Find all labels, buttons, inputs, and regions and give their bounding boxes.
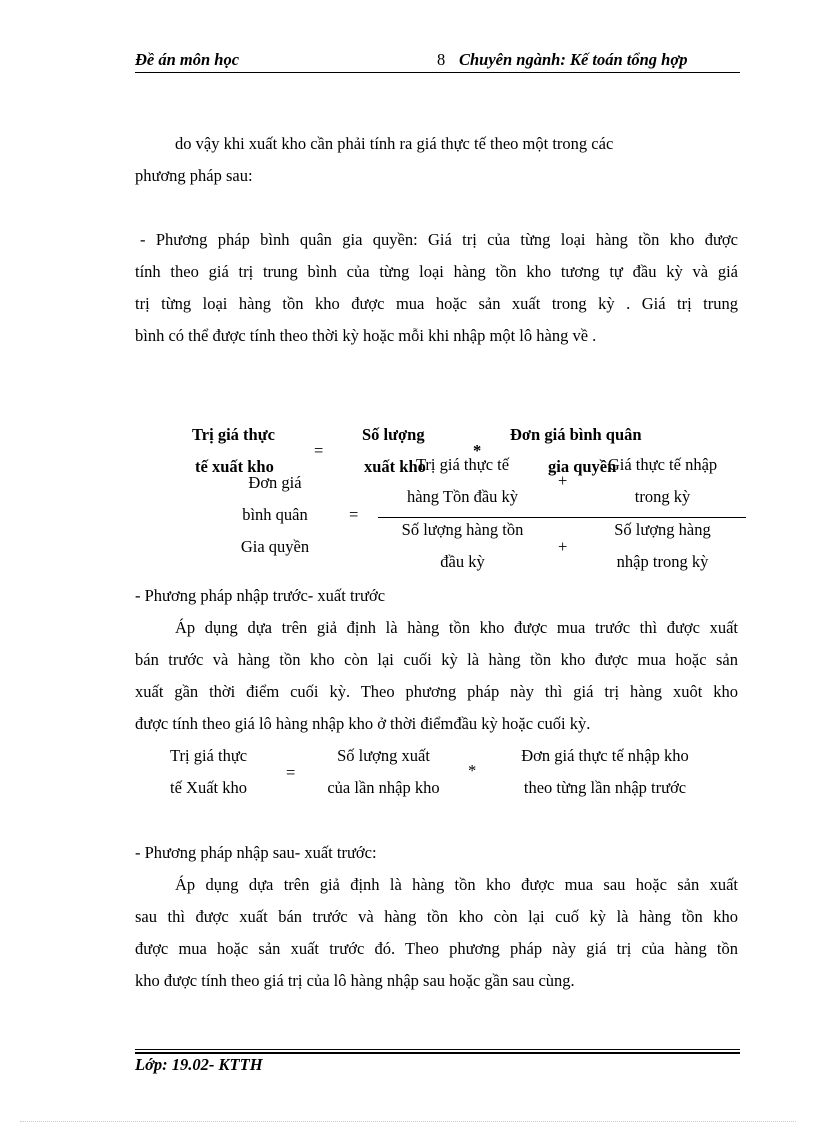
footer-rule-thin bbox=[135, 1049, 740, 1050]
f2-lhs-line1: Đơn giá bbox=[248, 473, 302, 492]
f2-num-b-line1: Giá thực tế nhập bbox=[607, 455, 718, 474]
header-major-title: Chuyên ngành: Kế toán tổng hợp bbox=[459, 50, 688, 69]
para1-line1: do vậy khi xuất kho cần phải tính ra giá thực tế theo một trong các bbox=[175, 134, 614, 153]
f2-den-a-line2: đầu kỳ bbox=[440, 552, 485, 571]
f3-lhs-line2: tế Xuất kho bbox=[170, 778, 247, 797]
para2-line3: trị từng loại hàng tồn kho được mua hoặc sản xuất trong kỳ . Giá trị trung bbox=[135, 294, 738, 313]
header-page-number: 8 bbox=[437, 50, 446, 69]
f1-lhs-line1: Trị giá thực bbox=[192, 425, 275, 444]
f1-price-line1: Đơn giá bình quân bbox=[510, 425, 642, 444]
fifo-line4: được tính theo giá lô hàng nhập kho ở thời điểmđầu kỳ hoặc cuối kỳ. bbox=[135, 714, 591, 733]
f1-qty-line1: Số lượng bbox=[362, 425, 425, 444]
f2-num-a-line2: hàng Tồn đầu kỳ bbox=[406, 487, 519, 506]
para2-line1: - Phương pháp bình quân gia quyền: Giá trị của từng loại hàng tồn kho được bbox=[140, 230, 738, 249]
f2-den-b-line2: nhập trong kỳ bbox=[616, 552, 709, 571]
footer-rule-thick bbox=[135, 1052, 740, 1054]
fifo-line1: Áp dụng dựa trên giả định là hàng tồn kho được mua trước thì được xuất bbox=[175, 618, 738, 637]
f2-plus-top: + bbox=[558, 471, 568, 490]
f3-lhs-line1: Trị giá thực bbox=[170, 746, 248, 765]
fifo-line3: xuất gần thời điểm cuối kỳ. Theo phương pháp này thì giá trị hàng xuôt kho bbox=[135, 682, 738, 701]
f1-equals: = bbox=[314, 441, 324, 460]
f1-price-line2: gia quyền bbox=[548, 457, 617, 476]
f3-equals: = bbox=[286, 763, 296, 782]
fifo-heading: - Phương pháp nhập trước- xuất trước bbox=[135, 586, 386, 605]
f2-lhs-line3: Gia quyền bbox=[240, 537, 310, 556]
f3-price-line2: theo từng lần nhập trước bbox=[523, 778, 687, 797]
footer-class-label: Lớp: 19.02- KTTH bbox=[135, 1055, 263, 1074]
f1-multiply: * bbox=[473, 441, 482, 460]
f2-num-b-line2: trong kỳ bbox=[634, 487, 691, 506]
f3-qty-line2: của lần nhập kho bbox=[327, 778, 440, 797]
fifo-line2: bán trước và hàng tồn kho còn lại cuối kỳ là hàng tồn kho được mua hoặc sản bbox=[135, 650, 738, 669]
f2-lhs-line2: bình quân bbox=[242, 505, 308, 524]
para2-line4: bình có thể được tính theo thời kỳ hoặc mỗi khi nhập một lô hàng về . bbox=[135, 326, 597, 345]
lifo-line4: kho được tính theo giá trị của lô hàng nhập sau hoặc gần sau cùng. bbox=[135, 971, 575, 990]
header-rule bbox=[135, 72, 740, 73]
f1-lhs-line2: tế xuất kho bbox=[195, 457, 274, 476]
f2-den-a-line1: Số lượng hàng tồn bbox=[401, 520, 524, 539]
page-bottom-dotted-edge bbox=[20, 1121, 796, 1122]
f2-equals: = bbox=[349, 505, 359, 524]
lifo-line1: Áp dụng dựa trên giả định là hàng tồn kho được mua sau hoặc sản xuất bbox=[175, 875, 738, 894]
page-header bbox=[135, 48, 740, 74]
lifo-heading: - Phương pháp nhập sau- xuất trước: bbox=[135, 843, 377, 862]
lifo-line3: được mua hoặc sản xuất trước đó. Theo phương pháp này giá trị của hàng tồn bbox=[135, 939, 738, 958]
f2-fraction-bar bbox=[378, 517, 746, 518]
f2-num-a-line1: Trị giá thực tế bbox=[415, 455, 510, 474]
header-course-title: Đề án môn học bbox=[135, 50, 240, 69]
f3-price-line1: Đơn giá thực tế nhập kho bbox=[521, 746, 689, 765]
lifo-line2: sau thì được xuất bán trước và hàng tồn kho còn lại cuố kỳ là hàng tồn kho bbox=[135, 907, 738, 926]
f1-qty-line2: xuất kho bbox=[364, 457, 426, 476]
f2-plus-bottom: + bbox=[558, 537, 568, 556]
f2-den-b-line1: Số lượng hàng bbox=[614, 520, 711, 539]
para2-line2: tính theo giá trị trung bình của từng loại hàng tồn kho tương tự đầu kỳ và giá bbox=[135, 262, 738, 281]
f3-qty-line1: Số lượng xuất bbox=[337, 746, 430, 765]
para1-line2: phương pháp sau: bbox=[135, 166, 253, 185]
f3-multiply: * bbox=[468, 761, 477, 780]
